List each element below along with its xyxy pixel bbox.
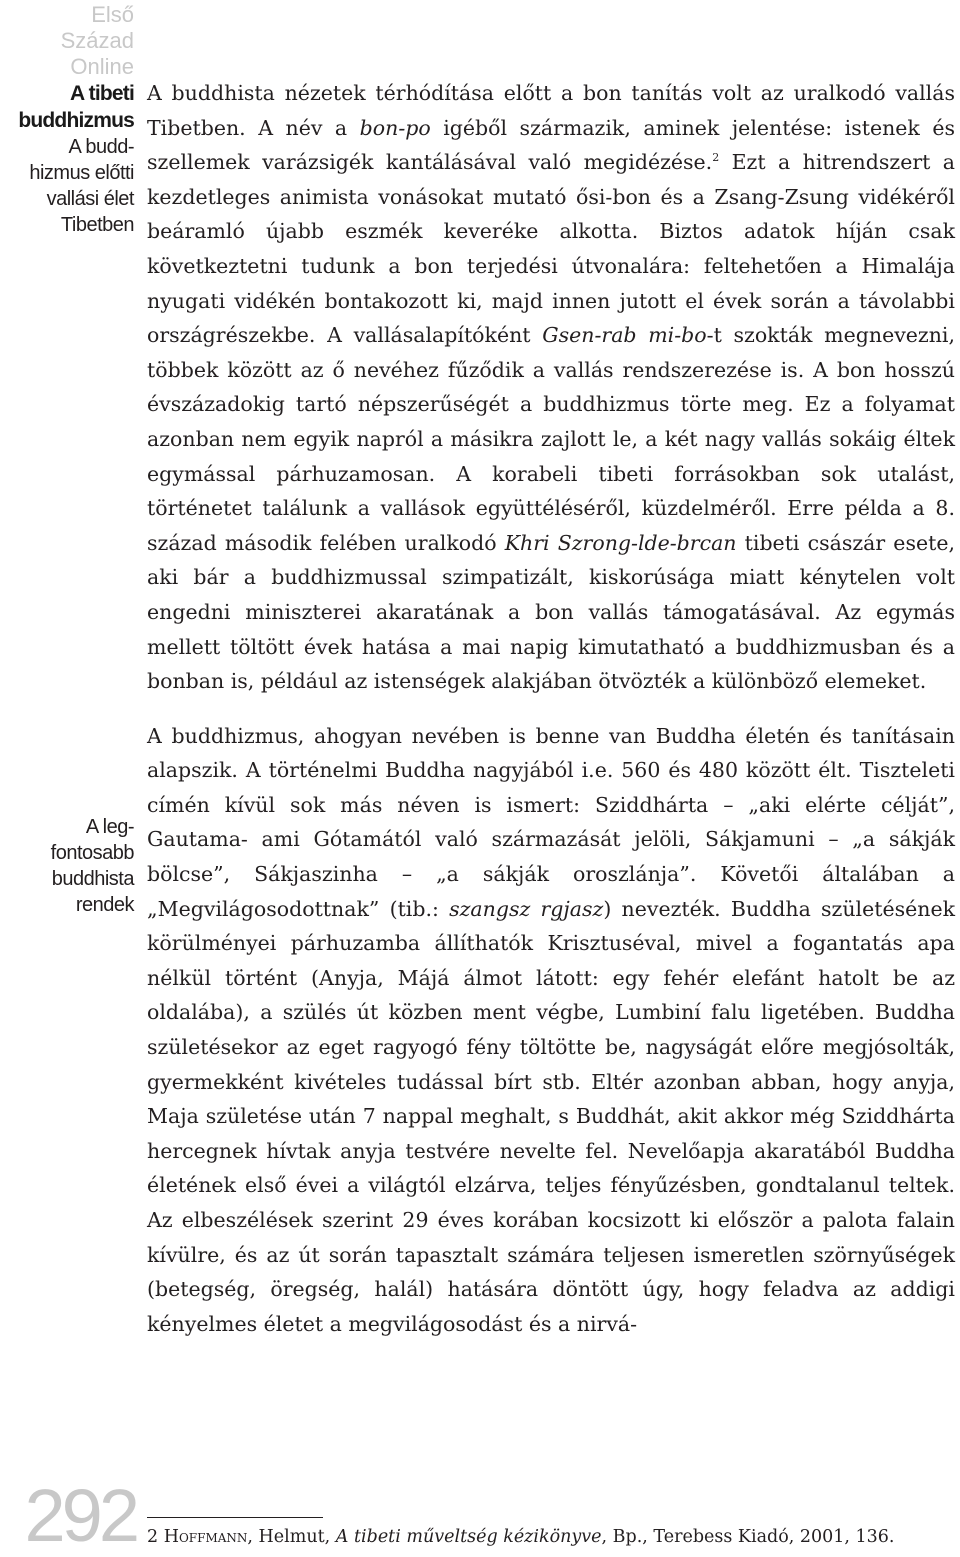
section-title-line-1: A budd-: [68, 136, 134, 158]
section2-title-line-1: A leg-: [85, 816, 134, 838]
para1-italic-3: Khri Szrong-lde-brcan: [504, 530, 737, 555]
footnote: [147, 1524, 955, 1550]
brand-line-1: Első: [91, 2, 134, 27]
sidebar: [0, 0, 136, 1556]
brand-line-2: Század: [60, 28, 134, 53]
para1-text-3: Ezt a hitrendszert a kezdetleges animista vonásokat mutató ősi-bon és a Zsang-Zsung vidékéről beáramló újabb eszmék keveréke alkotta. Biztos adatok híján csak következtetni tudunk a bon terjedési útvonalára: feltehetően a Himalája nyugati vidékén bontakozott ki, majd innen jutott el évek során a távolabbi országrészekbe. A vallásalapítóként: [147, 150, 955, 348]
paragraph-1: [147, 76, 955, 699]
para1-text-4: -t szokták megnevezni, többek között az ő nevéhez fűződik a vallás rendszerezése is. A bon hosszú évszázadokig tartó népszerűségét a buddhizmus törte meg. Ez a folyamat azonban nem egyik napról a másikra zajlott le, a két nagy vallás sokáig éltek egymással párhuzamosan. A korabeli tibeti forrásokban sok utalást, történetet találunk a vallások együttéléséről, küzdelméről. Erre példa a 8. század második felében uralkodó: [147, 323, 956, 555]
main-text: [147, 76, 955, 1341]
footnote-text-2: , Bp., Terebess Kiadó, 2001, 136.: [601, 1527, 895, 1547]
sidebar-section-1: [0, 80, 134, 238]
para2-text-1: A buddhizmus, ahogyan nevében is benne van Buddha életén és tanításain alapszik. A történelmi Buddha nagyjából i.e. 560 és 480 között élt. Tiszteleti címén kívül sok más néven is ismert: Sziddhárta – „aki elérte célját”, Gautama- ami Gótamától való származását jelöli, Sákjamuni – „a sákják bölcse”, Sákjaszinha – „a sákják oroszlánja”. Követői általában a „Megvilágosodottnak” (tib.:: [147, 723, 955, 921]
section2-title-line-2: fontosabb: [50, 842, 134, 864]
footnote-author: Hoffmann: [163, 1527, 248, 1547]
brand-logo: [0, 2, 134, 80]
page-number: 292: [24, 1474, 136, 1557]
chapter-title-line-1: A tibeti: [70, 82, 134, 105]
section2-title-line-3: buddhista: [51, 868, 134, 890]
footnote-book-title: A tibeti műveltség kézikönyve: [335, 1527, 602, 1547]
section2-title-line-4: rendek: [75, 894, 134, 916]
para1-italic-1: bon-po: [359, 115, 431, 140]
section-title-line-2: hizmus előtti: [29, 162, 134, 184]
para1-text-2: igéből származik, aminek jelentése: istenek és szellemek varázsigék kantálásával való megidézése.: [147, 115, 955, 175]
footnote-number: 2: [147, 1527, 164, 1547]
para1-text-1: A buddhista nézetek térhódítása előtt a bon tanítás volt az uralkodó vallás Tibetben. A név a: [147, 81, 955, 140]
section-title-line-4: Tibetben: [60, 214, 134, 236]
footnote-reference[interactable]: 2: [712, 151, 720, 165]
para2-italic-1: szangsz rgjasz: [449, 896, 604, 921]
brand-line-3: Online: [70, 54, 134, 79]
paragraph-2: [147, 719, 955, 1342]
footnote-text-1: , Helmut,: [247, 1527, 336, 1547]
para1-italic-2: Gsen-rab mi-bo: [542, 323, 707, 348]
section-title-line-3: vallási élet: [46, 188, 134, 210]
para2-text-2: ) nevezték. Buddha születésének körülményei párhuzamba állíthatók Krisztuséval, mivel a fogantatás apa nélkül történt (Anyja, Májá álmot látott: egy fehér elefánt hatolt be az oldalába), a szülés út közben ment végbe, Lumbiní falu ligetében. Buddha születésekor az eget ragyogó fény töltötte be, nagyságát előre megjósolták, gyermekként kivételes tudással bírt stb. Eltér azonban abban, hogy anyja, Maja születése után 7 nappal meghalt, s Buddhát, akit akkor még Sziddhárta hercegnek hívtak anyja testvére nevelte fel. Nevelőapja akaratából Buddha életének első évei a világtól elzárva, teljes fényűzésben, gondtalanul teltek. Az elbeszélések szerint 29 éves korában kocsizott ki először a palota falain kívülre, és az út során tapasztalt számára teljesen ismeretlen szörnyűségek (betegség, öregség, halál) hatására döntött úgy, hogy feladva az addigi kényelmes életet a megvilágosodást és a nirvá-: [147, 896, 955, 1336]
sidebar-section-2: [0, 814, 134, 918]
para1-text-5: tibeti császár esete, aki bár a buddhizmussal szimpatizált, kiskorúsága miatt kénytelen volt engedni miniszterei akaratának a bon vallás támogatásával. Az egymás mellett töltött évek hatása a mai napig kimutatható a buddhizmusban és a bonban is, például az istenségek alakjában ötvözték a különböző elemeket.: [147, 530, 955, 694]
chapter-title-line-2: buddhizmus: [18, 109, 134, 132]
footnote-divider: [147, 1517, 323, 1518]
